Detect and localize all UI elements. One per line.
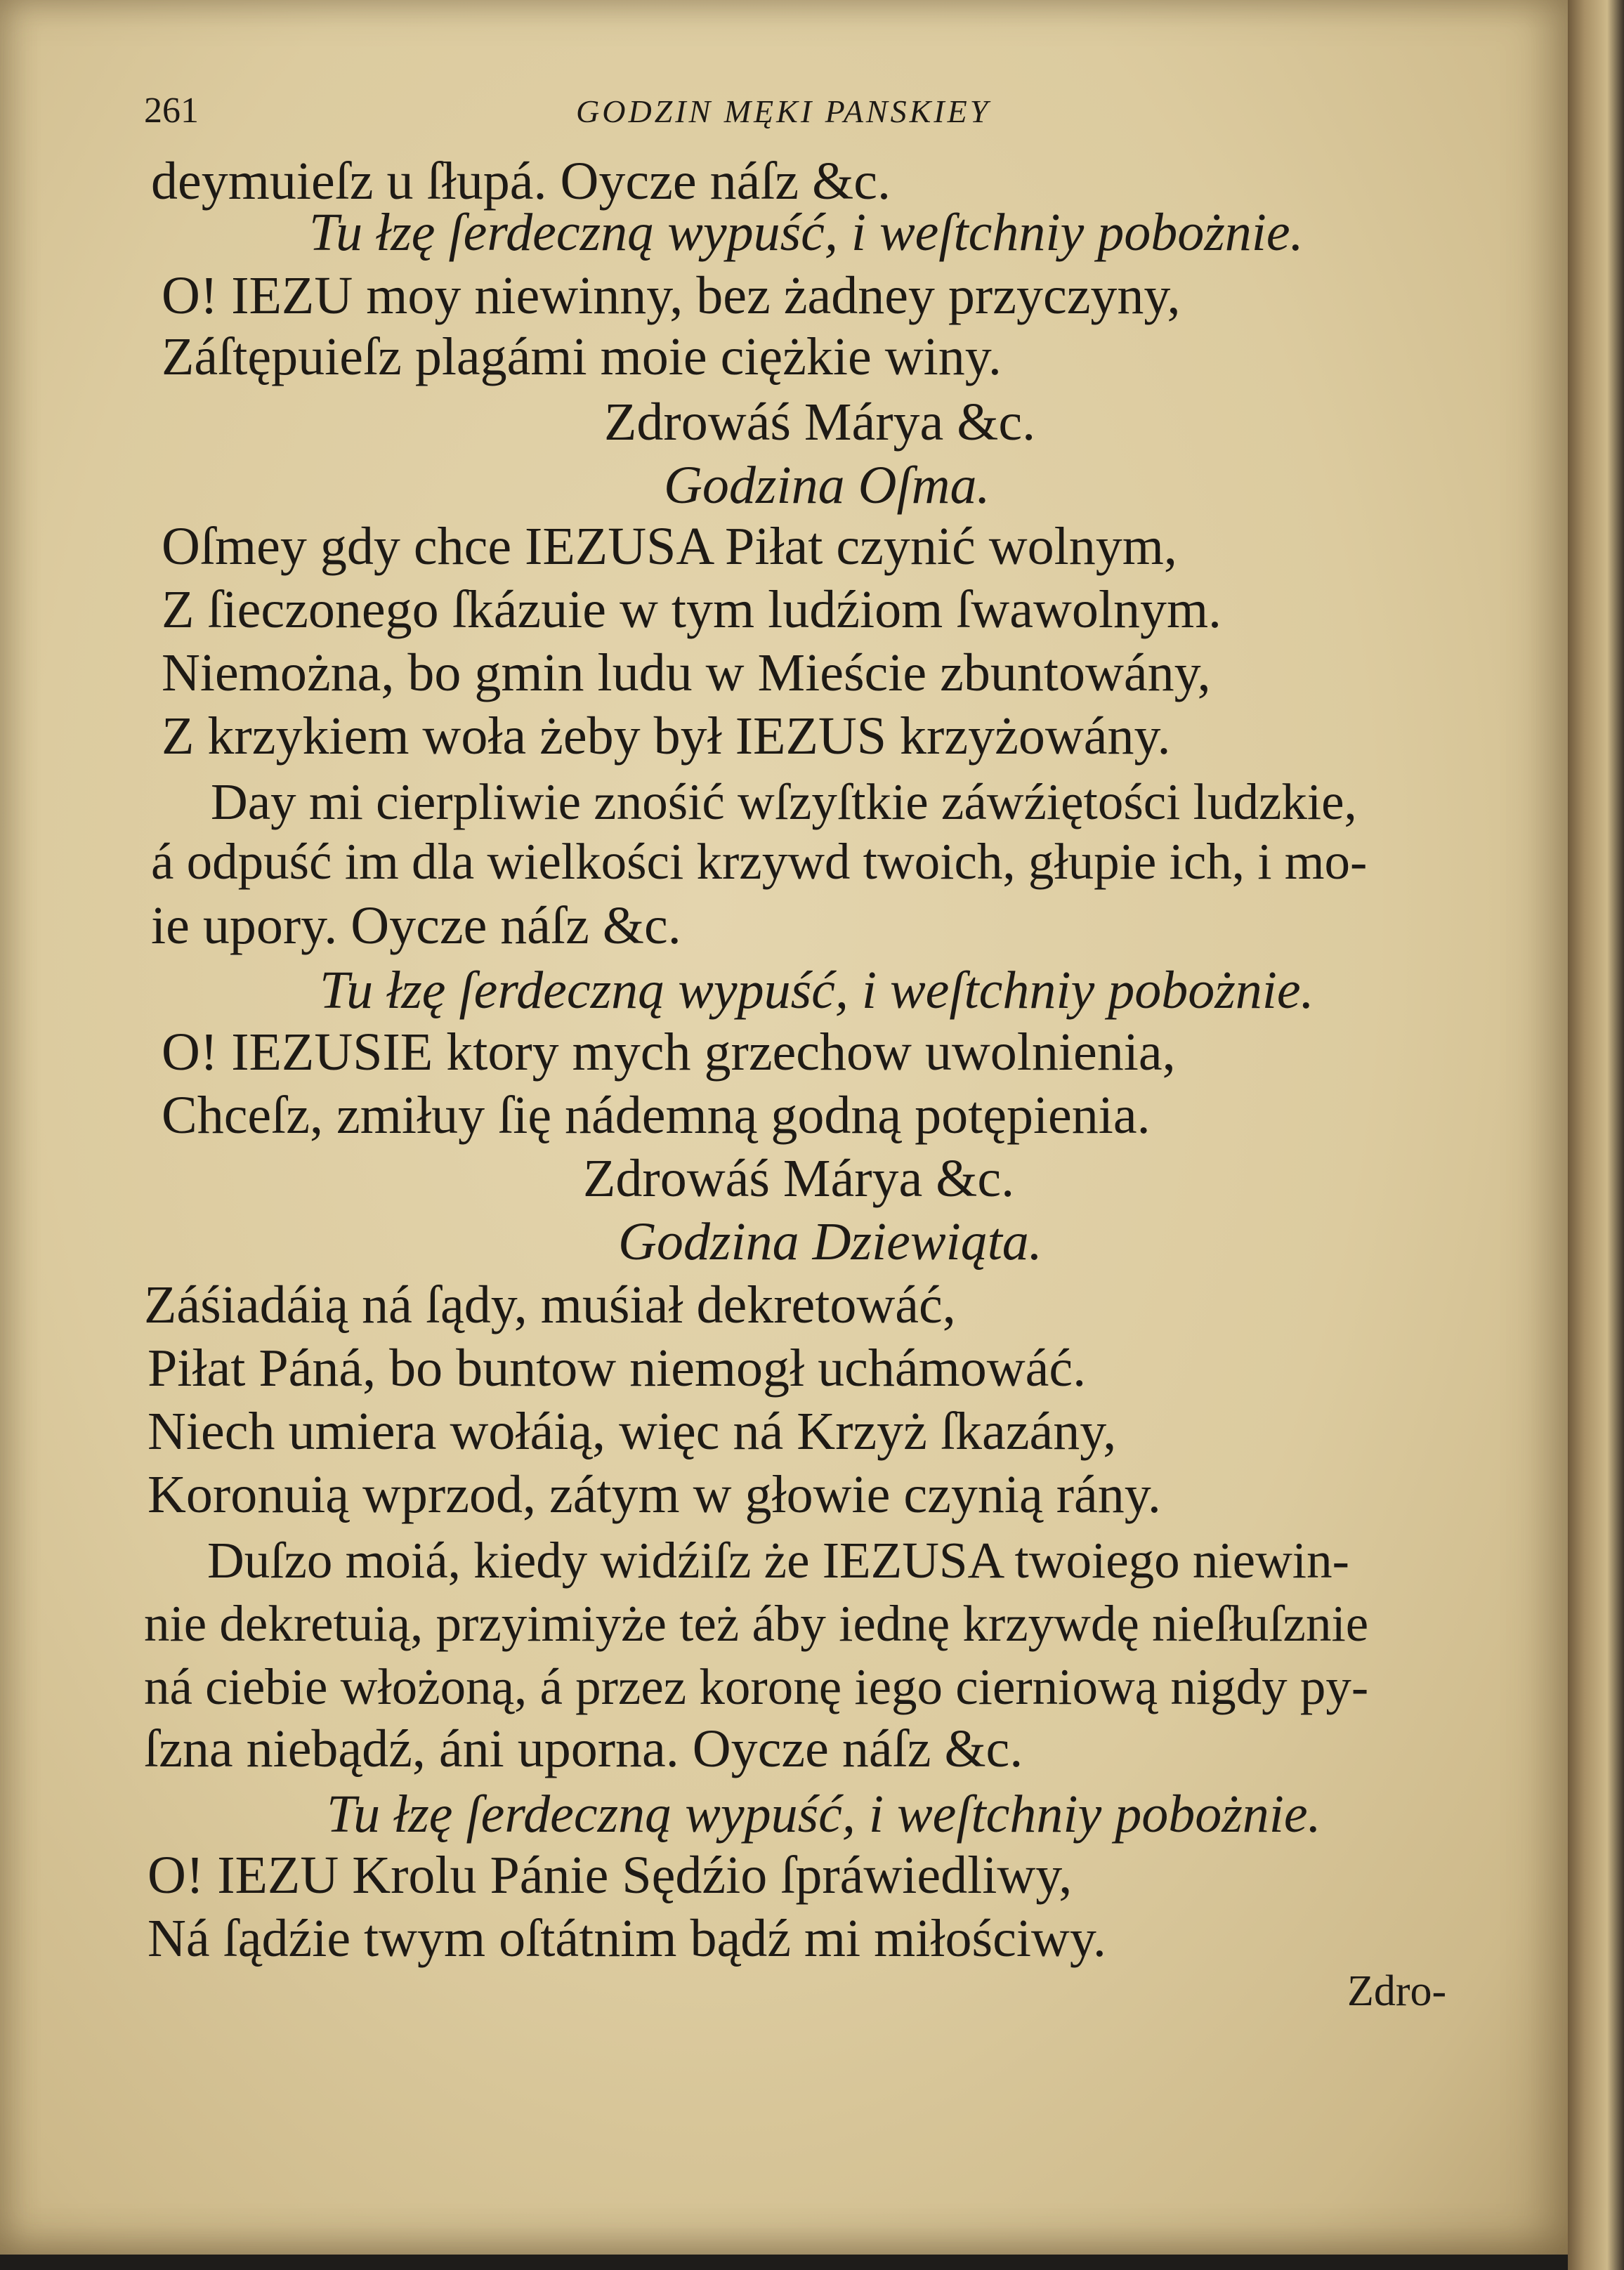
prose-line: nie dekretuią, przyimiyże też áby iednę krzywdę nieſłuſznie	[144, 1595, 1369, 1652]
verse-line: Záśiadáią ná ſądy, muśiał dekretowáć,	[144, 1275, 956, 1334]
verse-line: Z krzykiem woła żeby był IEZUS krzyżowány.	[162, 707, 1171, 766]
verse-line: Chceſz, zmiłuy ſię nádemną godną potępienia.	[162, 1086, 1151, 1145]
prose-line: á odpuść im dla wielkości krzywd twoich, głupie ich, i mo-	[151, 833, 1368, 890]
verse-line: O! IEZU Krolu Pánie Sędźio ſpráwiedliwy,	[148, 1846, 1073, 1905]
section-heading: Godzina Dziewiąta.	[618, 1212, 1042, 1271]
prayer-line: Zdrowáś Márya &c.	[604, 393, 1036, 452]
verse-line: O! IEZUSIE ktory mych grzechow uwolnienia,	[162, 1023, 1176, 1082]
verse-line: Niech umiera wołáią, więc ná Krzyż ſkazány,	[148, 1402, 1117, 1461]
text-line: deymuieſz u ſłupá. Oycze náſz &c.	[151, 152, 891, 211]
prayer-line: Zdrowáś Márya &c.	[583, 1149, 1015, 1208]
verse-line: Piłat Páná, bo buntow niemogł uchámowáć.	[148, 1339, 1087, 1398]
prose-line: Day mi cierpliwie znośić wſzyſtkie záwźiętości ludzkie,	[211, 773, 1357, 830]
page-number: 261	[144, 91, 199, 131]
verse-line: Niemożna, bo gmin ludu w Mieście zbuntowány,	[162, 643, 1211, 702]
italic-rubric: Tu łzę ſerdeczną wypuść, i weſtchniy pobożnie.	[320, 961, 1314, 1020]
running-title: GODZIN MĘKI PANSKIEY	[576, 93, 991, 129]
verse-line: Koronuią wprzod, zátym w głowie czynią rány.	[148, 1465, 1161, 1524]
prose-line: ná ciebie włożoną, á przez koronę iego cierniową nigdy py-	[144, 1658, 1369, 1715]
prose-line: ie upory. Oycze náſz &c.	[151, 896, 681, 955]
verse-line: Záſtępuieſz plagámi moie ciężkie winy.	[162, 327, 1002, 386]
verse-line: Ná ſądźie twym oſtátnim bądź mi miłościwy.	[148, 1909, 1106, 1968]
italic-rubric: Tu łzę ſerdeczną wypuść, i weſtchniy pobożnie.	[309, 203, 1304, 262]
verse-line: Z ſieczonego ſkázuie w tym ludźiom ſwawolnym.	[162, 580, 1222, 639]
italic-rubric: Tu łzę ſerdeczną wypuść, i weſtchniy pobożnie.	[327, 1785, 1321, 1844]
prose-line: Duſzo moiá, kiedy widźiſz że IEZUSA twoiego niewin-	[207, 1532, 1349, 1589]
adjacent-page-edge	[1568, 0, 1624, 2270]
catchword: Zdro-	[1347, 1967, 1447, 2015]
section-heading: Godzina Oſma.	[664, 456, 990, 515]
verse-line: Oſmey gdy chce IEZUSA Piłat czynić wolnym,	[162, 517, 1177, 576]
prose-line: ſzna niebądź, áni uporna. Oycze náſz &c.	[144, 1719, 1023, 1778]
verse-line: O! IEZU moy niewinny, bez żadney przyczyny,	[162, 266, 1181, 325]
